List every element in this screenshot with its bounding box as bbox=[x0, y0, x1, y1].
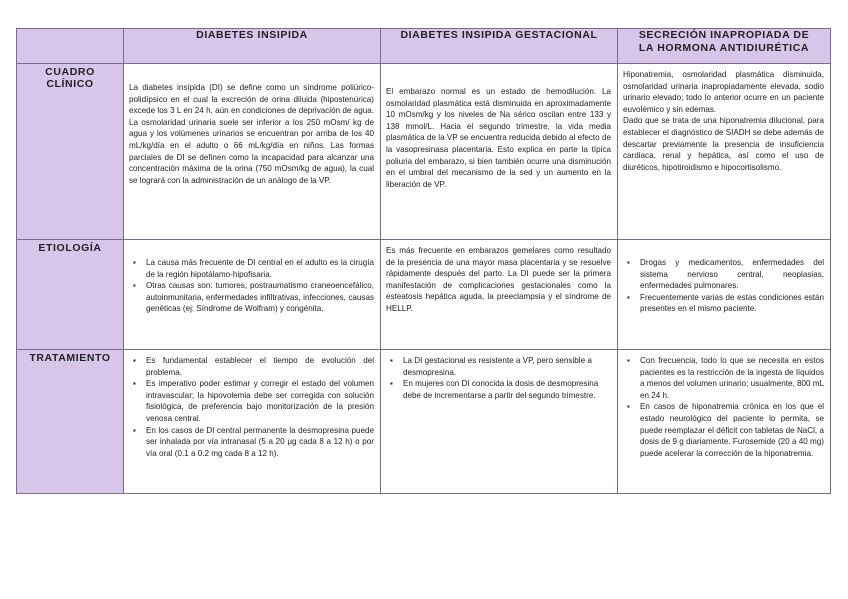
cell-tratamiento-siadh bbox=[618, 350, 831, 494]
list-item: ▪ Frecuentemente varias de estas condiciones están presentes en el mismo paciente. bbox=[640, 292, 824, 315]
header-diabetes-insipida: DIABETES INSIPIDA bbox=[124, 29, 381, 64]
cell-etiologia-siadh bbox=[618, 240, 831, 350]
cell-etiologia-di bbox=[124, 240, 381, 350]
row-tratamiento bbox=[17, 350, 831, 494]
list-item: ▪ En los casos de DI central permanente la desmopresina puede ser inhalada por vía intranasal (5 a 20 µg cada 8 a 12 h) o por vía oral (0.1 a 0.2 mg cada 8 a 12 h). bbox=[146, 425, 374, 460]
header-empty-cell bbox=[17, 29, 124, 64]
row-label-etiologia: ETIOLOGÍA bbox=[17, 240, 124, 350]
list-tratamiento-gest bbox=[386, 355, 611, 401]
list-item: ▪ En mujeres con DI conocida la dosis de desmopresina debe de incrementarse a partir del segundo trimestre. bbox=[403, 378, 611, 401]
list-item: ▪ Es imperativo poder estimar y corregir el estado del volumen intravascular; la hipovolemia debe ser corregida con solución fisiológica, de preferencia bajo monitorización de la presión venosa central. bbox=[146, 378, 374, 424]
cell-clinico-siadh: Hiponatremia, osmolaridad plasmática disminuida, osmolaridad urinaria inapropiadamente elevada, sodio urinario elevado; todo lo anterior ocurre en un paciente euvolémico y sin edemas. Dado que se trata de una hiponatremia dilucional, para establecer el diagnóstico de SIADH se debe además de descartar previamente la presencia de insuficiencia cardiaca, renal y hepática, así como el uso de diuréticos, hipotiroidismo e hipocortisolismo. bbox=[618, 64, 831, 240]
header-row bbox=[17, 29, 831, 64]
list-tratamiento-siadh bbox=[623, 355, 824, 459]
row-label-cuadro-clinico: CUADRO CLÍNICO bbox=[17, 64, 124, 240]
header-siadh bbox=[618, 29, 831, 64]
cell-tratamiento-di bbox=[124, 350, 381, 494]
header-siadh-line2: LA HORMONA ANTIDIURÉTICA bbox=[638, 42, 810, 54]
row-label-tratamiento: TRATAMIENTO bbox=[17, 350, 124, 494]
cell-etiologia-gest: Es más frecuente en embarazos gemelares como resultado de la presencia de una mayor masa placentaria y se resuelve rápidamente después del parto. La DI puede ser la primera manifestación de complicaciones gestacionales como la esteatosis hepática aguda, la preeclampsia y el síndrome de HELLP. bbox=[381, 240, 618, 350]
list-etiologia-siadh bbox=[623, 257, 824, 315]
header-diabetes-insipida-gestacional: DIABETES INSIPIDA GESTACIONAL bbox=[381, 29, 618, 64]
list-etiologia-di bbox=[129, 257, 374, 315]
list-item: ▪ Otras causas son: tumores, postraumatismo craneoencefálico, autoinmunitaria, enfermedades infiltrativas, infecciones, causas genéticas (ej: Síndrome de Wolfram) y congénita. bbox=[146, 280, 374, 315]
list-tratamiento-di bbox=[129, 355, 374, 459]
cell-clinico-gest: El embarazo normal es un estado de hemodilución. La osmolaridad plasmática está disminuida en aproximadamente 10 mOsm/kg y los niveles de Na sérico oscilan entre 133 y 138 mmol/L. Hacia el segundo trimestre, la vida media plasmática de la VP se encuentra reducida debido al efecto de la vasopresinasa placentaria. Esto explica en parte la típica poliuria del embarazo, si bien también ocurre una disminución en el umbral del mecanismo de la sed y un aumento en la liberación de VP. bbox=[381, 64, 618, 240]
list-item: ▪ La causa más frecuente de DI central en el adulto es la cirugía de la región hipotálamo-hipofisaria. bbox=[146, 257, 374, 280]
cell-clinico-di: La diabetes insípida (DI) se define como un síndrome poliúrico-polidípsico en el cual la excreción de orina diluida (hipostenúrica) excede los 3 L en 24 h, aún en condiciones de deprivación de agua. La osmolaridad urinaria suele ser inferior a los 250 mOsm/ kg de agua y los volúmenes urinarios se encuentran por arriba de los 40 mL/kg/día en el adulto o 66 mL/kg/día en niños. Las formas parciales de DI se definen como la incapacidad para alcanzar una concentración máxima de la orina (750 mOsm/kg de agua), la cual se logrará con la administración de un análogo de la VP. bbox=[124, 64, 381, 240]
list-item: ▪ En casos de hiponatremia crónica en los que el estado neurológico del paciente lo permita, se puede reemplazar el déficit con tabletas de NaCl, a dosis de 9 g diariamente. Furosemide (20 a 40 mg) puede acelerar la corrección de la hiponatremia. bbox=[640, 401, 824, 459]
list-item: ▪ Drogas y medicamentos, enfermedades del sistema nervioso central, neoplasias, enfermedades pulmonares. bbox=[640, 257, 824, 292]
row-cuadro-clinico bbox=[17, 64, 831, 240]
header-siadh-line1: SECRECIÓN INAPROPIADA DE bbox=[638, 29, 810, 41]
list-item: ▪ Es fundamental establecer el tiempo de evolución del problema. bbox=[146, 355, 374, 378]
row-etiologia bbox=[17, 240, 831, 350]
list-item: ▪ Con frecuencia, todo lo que se necesita en estos pacientes es la restricción de la ingesta de líquidos a menos del volumen urinario; usualmente, 800 mL en 24 h. bbox=[640, 355, 824, 401]
comparison-table bbox=[16, 28, 831, 494]
list-item: ▪ La DI gestacional es resistente a VP, pero sensible a desmopresina. bbox=[403, 355, 611, 378]
cell-tratamiento-gest bbox=[381, 350, 618, 494]
